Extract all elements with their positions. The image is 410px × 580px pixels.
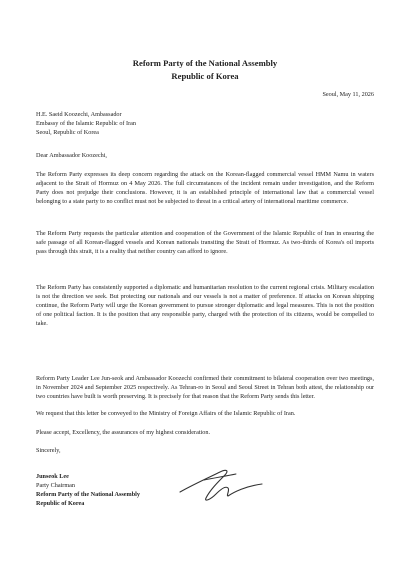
letter-date: Seoul, May 11, 2026 — [322, 91, 374, 98]
recipient-organization: Embassy of the Islamic Republic of Iran — [36, 120, 137, 127]
signer-name: Junseok Lee — [36, 473, 69, 480]
closing-paragraph: Please accept, Excellency, the assurances of my highest consideration. — [36, 429, 210, 436]
recipient-address: Seoul, Republic of Korea — [36, 129, 99, 136]
salutation: Dear Ambassador Koozechi, — [36, 152, 107, 159]
recipient-block — [36, 110, 136, 137]
signer-block — [36, 472, 140, 508]
closing-sincerely: Sincerely, — [36, 447, 61, 454]
signer-org: Reform Party of the National Assembly — [36, 491, 140, 499]
letterhead — [0, 57, 410, 83]
letterhead-country: Republic of Korea — [171, 71, 239, 81]
body-paragraph-1: The Reform Party expresses its deep concern regarding the attack on the Korean-flagged commercial vessel HMM Namu in waters adjacent to the Strait of Hormuz on 4 May 2026. The full circumstances of the incident remain under investigation, and the Reform Party does not prejudge their conclusions. However, it is an established principle of international law that a commercial vessel belonging to a state party to no conflict must not be subjected to threat in a critical artery of international maritime commerce. — [36, 171, 374, 206]
handwritten-signature — [176, 462, 266, 513]
signature-graphic — [176, 462, 266, 508]
signer-country: Republic of Korea — [36, 500, 85, 508]
letterhead-org: Reform Party of the National Assembly — [132, 58, 278, 68]
body-paragraph-4: Reform Party Leader Lee Jun-seok and Ambassador Koozechi confirmed their commitment to bilateral cooperation over two meetings, in November 2024 and September 2025 respectively. As Tehran-ro in Seoul and Seoul Street in Tehran both attest, the relationship our two countries have built is worth preserving. It is precisely for that reason that the Reform Party sends this letter. — [36, 375, 374, 401]
signer-title: Party Chairman — [36, 482, 76, 490]
body-paragraph-2: The Reform Party requests the particular attention and cooperation of the Government of the Islamic Republic of Iran in ensuring the safe passage of all Korean-flagged vessels and Korean nationals transiting the Strait of Hormuz. As two-thirds of Korea's oil imports pass through this strait, it is a reality that neither country can afford to ignore. — [36, 230, 374, 256]
recipient-name: H.E. Saeid Koozechi, Ambassador — [36, 111, 122, 118]
body-paragraph-5: We request that this letter be conveyed to the Ministry of Foreign Affairs of the Islamic Republic of Iran. — [36, 410, 296, 417]
body-paragraph-3: The Reform Party has consistently supported a diplomatic and humanitarian resolution to the current regional crisis. Military escalation is not the direction we seek. But protecting our nationals and our vessels is not a matter of preference. If attacks on Korean shipping continue, the Reform Party will urge the Korean government to pursue stronger diplomatic and legal measures. This is not the position of one political faction. It is the position that any responsible party, charged with the protection of its citizens, would be compelled to take. — [36, 284, 374, 328]
